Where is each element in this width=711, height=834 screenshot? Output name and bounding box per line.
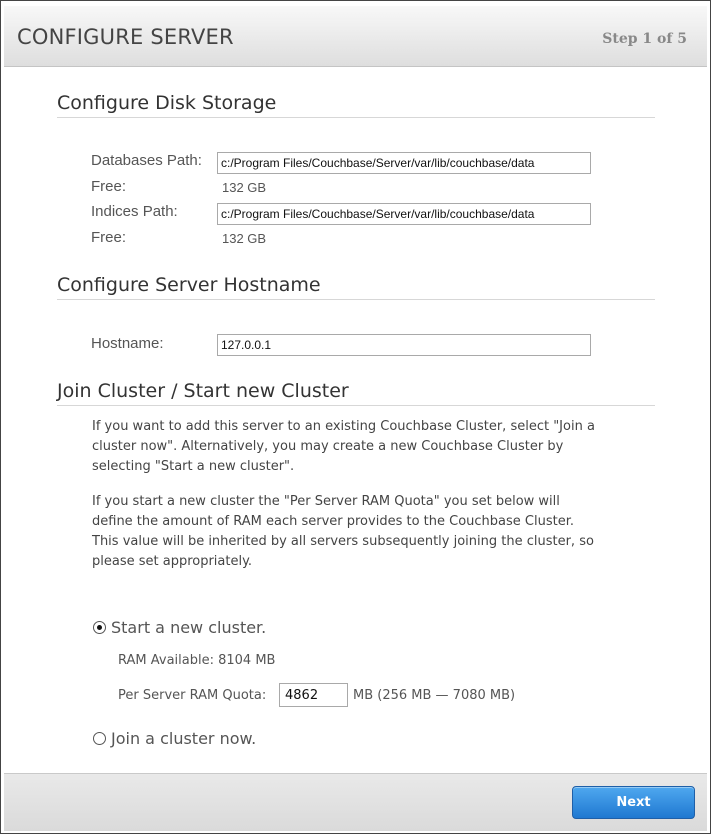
databases-path-input[interactable] (217, 152, 591, 174)
ram-quota-description: If you start a new cluster the "Per Server RAM Quota" you set below will define the amount of RAM each server provides to the Couchbase Cluster. This value will be inherited by all servers subsequently joining the cluster, so please set appropriately. (92, 494, 594, 569)
step-indicator: Step 1 of 5 (602, 31, 687, 47)
start-new-cluster-radio[interactable] (93, 621, 106, 634)
section-title-disk-storage: Configure Disk Storage (57, 92, 277, 114)
dialog-footer (4, 774, 707, 831)
section-divider (57, 117, 655, 118)
databases-free-label: Free: (91, 178, 127, 195)
page-title: CONFIGURE SERVER (17, 25, 234, 49)
hostname-input[interactable] (217, 334, 591, 356)
section-title-hostname: Configure Server Hostname (57, 274, 321, 296)
cluster-description: If you want to add this server to an existing Couchbase Cluster, select "Join a cluster now". Alternatively, you may create a new Couchbase Cluster by selecting "Start a new cluster". (92, 419, 595, 474)
dialog-body (4, 67, 707, 774)
start-new-cluster-label: Start a new cluster. (111, 618, 267, 637)
start-new-cluster-option[interactable] (93, 618, 266, 637)
ram-quota-range: MB (256 MB — 7080 MB) (353, 688, 516, 703)
next-button[interactable]: Next (572, 786, 695, 819)
databases-free-value: 132 GB (222, 180, 267, 195)
hostname-label: Hostname: (91, 335, 164, 352)
ram-quota-label: Per Server RAM Quota: (118, 688, 267, 703)
indices-path-input[interactable] (217, 203, 591, 225)
section-divider (57, 299, 655, 300)
indices-free-value: 132 GB (222, 231, 267, 246)
section-divider (57, 405, 655, 406)
join-cluster-option[interactable] (93, 729, 256, 748)
indices-path-label: Indices Path: (91, 203, 178, 220)
ram-available-text: RAM Available: 8104 MB (118, 653, 276, 668)
dialog-header (4, 6, 707, 67)
indices-free-label: Free: (91, 229, 127, 246)
section-title-cluster: Join Cluster / Start new Cluster (57, 380, 349, 402)
ram-quota-input[interactable] (279, 683, 348, 707)
join-cluster-radio[interactable] (93, 732, 106, 745)
join-cluster-label: Join a cluster now. (111, 729, 257, 748)
databases-path-label: Databases Path: (91, 152, 202, 169)
